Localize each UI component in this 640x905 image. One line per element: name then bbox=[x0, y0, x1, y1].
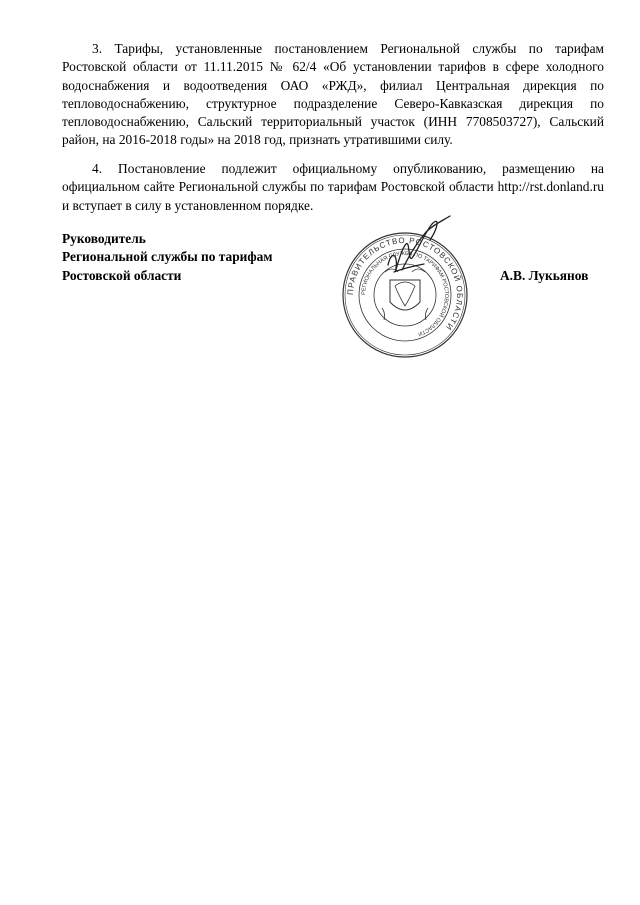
signature-title-line-1: Руководитель bbox=[62, 231, 146, 246]
coat-of-arms-emblem bbox=[382, 269, 428, 320]
paragraph-3: 3. Тарифы, установленные постановлением Региональной службы по тарифам Ростовской области от 11.11.2015 № 62/4 «Об установлении тарифов в сфере холодного водоснабжения и водоотведения ОАО «РЖД», филиал Центральная дирекция по тепловодоснабжению, структурное подразделение Северо-Кавказская дирекция по тепловодоснабжению, Сальский территориальный участок (ИНН 7708503727), Сальский район, на 2016-2018 годы» на 2018 год, признать утратившими силу. bbox=[62, 41, 604, 148]
signer-name: А.В. Лукьянов bbox=[500, 268, 589, 283]
stamp-inner-text: РЕГИОНАЛЬНАЯ СЛУЖБА ПО ТАРИФАМ РОСТОВСКОЙ ОБЛАСТИ bbox=[360, 250, 450, 337]
signature-title-line-2: Региональной службы по тарифам bbox=[62, 249, 273, 265]
paragraph-4: 4. Постановление подлежит официальному опубликованию, размещению на официальном сайте Региональной службы по тарифам Ростовской области http://rst.donland.ru и вступает в силу в установленном порядке. bbox=[62, 161, 604, 213]
official-seal-stamp bbox=[340, 210, 470, 360]
signature-title-line-3: Ростовской области bbox=[62, 267, 182, 283]
signature-title bbox=[62, 230, 362, 285]
stamp-outer-text: ПРАВИТЕЛЬСТВО РОСТОВСКОЙ ОБЛАСТИ bbox=[345, 235, 465, 333]
